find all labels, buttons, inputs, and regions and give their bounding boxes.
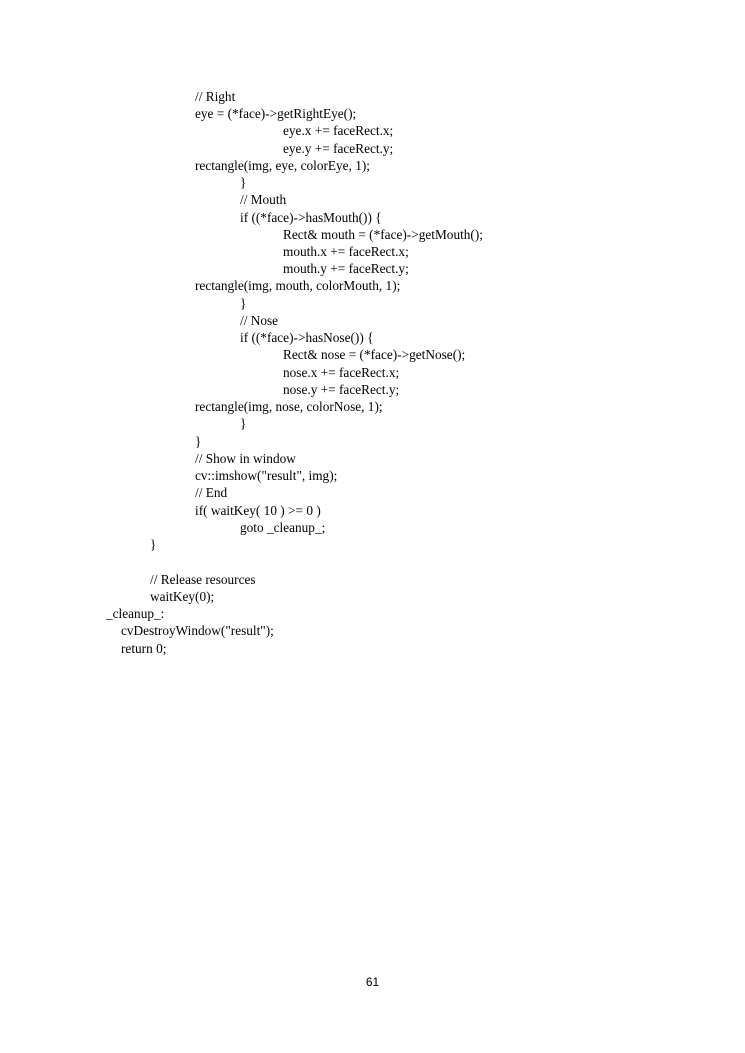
- code-line: }: [150, 537, 157, 552]
- code-line: Rect& nose = (*face)->getNose();: [283, 347, 466, 362]
- code-line: cvDestroyWindow("result");: [121, 623, 274, 638]
- code-line: eye.x += faceRect.x;: [283, 123, 394, 138]
- code-line: // Nose: [240, 313, 279, 328]
- code-line: rectangle(img, nose, colorNose, 1);: [195, 399, 383, 414]
- code-line: if ((*face)->hasMouth()) {: [240, 210, 382, 225]
- code-line: return 0;: [121, 641, 167, 656]
- code-line: rectangle(img, eye, colorEye, 1);: [195, 158, 370, 173]
- page-number: 61: [365, 975, 380, 989]
- code-line: if( waitKey( 10 ) >= 0 ): [195, 503, 321, 518]
- code-line: nose.x += faceRect.x;: [283, 365, 400, 380]
- code-line: }: [240, 416, 247, 431]
- code-line: _cleanup_:: [106, 606, 165, 621]
- code-line: rectangle(img, mouth, colorMouth, 1);: [195, 278, 401, 293]
- code-line: }: [240, 296, 247, 311]
- code-line: // Release resources: [150, 572, 256, 587]
- code-line: waitKey(0);: [150, 589, 215, 604]
- code-line: // Mouth: [240, 192, 287, 207]
- code-line: // End: [195, 485, 228, 500]
- code-line: Rect& mouth = (*face)->getMouth();: [283, 227, 483, 242]
- code-line: }: [240, 175, 247, 190]
- code-line: eye = (*face)->getRightEye();: [195, 106, 357, 121]
- code-line: goto _cleanup_;: [240, 520, 326, 535]
- code-line: mouth.x += faceRect.x;: [283, 244, 409, 259]
- code-line: nose.y += faceRect.y;: [283, 382, 400, 397]
- code-line: mouth.y += faceRect.y;: [283, 261, 409, 276]
- code-line: if ((*face)->hasNose()) {: [240, 330, 374, 345]
- code-line: eye.y += faceRect.y;: [283, 141, 394, 156]
- code-line: // Show in window: [195, 451, 296, 466]
- code-line: }: [195, 434, 202, 449]
- code-line: // Right: [195, 89, 236, 104]
- code-line: cv::imshow("result", img);: [195, 468, 338, 483]
